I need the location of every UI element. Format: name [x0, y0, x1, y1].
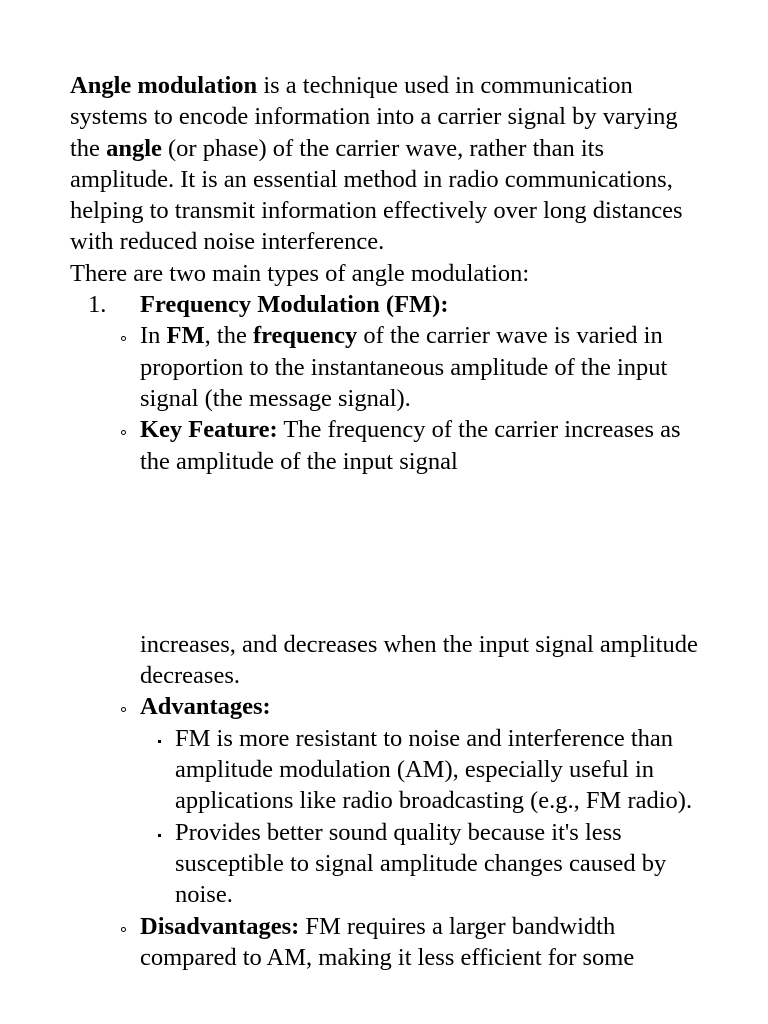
advantages-item: [70, 691, 710, 722]
fm-heading: Frequency Modulation (FM):: [140, 291, 449, 319]
fm-def-pre: In: [140, 322, 167, 350]
square-bullet-icon: [158, 834, 161, 837]
advantage-item: [70, 817, 710, 911]
key-feature-text-part2: increases, and decreases when the input signal amplitude decreases.: [140, 630, 698, 690]
hollow-bullet-icon: [121, 927, 126, 932]
disadvantages-text: FM requires a larger bandwidth compared to AM, making it less efficient for some: [140, 912, 635, 971]
key-feature-continued: [70, 629, 710, 692]
page-break-gap: [70, 477, 710, 629]
angle-modulation-term: Angle modulation: [70, 72, 258, 99]
frequency-word: frequency: [252, 322, 358, 350]
document-body: [70, 70, 710, 973]
advantage-text: Provides better sound quality because it's less susceptible to signal amplitude changes caused by noise.: [175, 818, 667, 909]
fm-word: FM: [166, 322, 205, 350]
angle-term: angle: [106, 134, 162, 162]
hollow-bullet-icon: [121, 430, 126, 435]
fm-definition-item: [70, 320, 710, 414]
hollow-bullet-icon: [121, 336, 126, 341]
intro-text-2: (or phase) of the carrier wave, rather than its amplitude. It is an essential method in radio communications, helping to transmit information effectively over long distances with reduced noise interference.: [70, 134, 683, 256]
advantage-text: FM is more resistant to noise and interference than amplitude modulation (AM), especially useful in applications like radio broadcasting (e.g., FM radio).: [175, 724, 693, 815]
key-feature-text-part1: The frequency of the carrier increases as the amplitude of the input signal: [140, 416, 681, 475]
fm-def-mid: , the: [204, 322, 253, 350]
fm-heading-item: [70, 289, 710, 320]
advantages-label: Advantages:: [140, 693, 271, 721]
key-feature-item: [70, 414, 710, 477]
hollow-bullet-icon: [121, 707, 126, 712]
key-feature-label: Key Feature:: [140, 416, 278, 444]
types-intro: There are two main types of angle modulation:: [70, 259, 530, 287]
advantage-item: [70, 723, 710, 817]
intro-text-1: is a technique used in communication systems to encode information into a carrier signal by varying the: [70, 72, 678, 162]
square-bullet-icon: [158, 740, 161, 743]
disadvantages-label: Disadvantages:: [140, 912, 300, 940]
list-number: 1.: [88, 291, 107, 319]
intro-paragraph: [70, 70, 710, 258]
fm-def-post: of the carrier wave is varied in proportion to the instantaneous amplitude of the input signal (the message signal).: [140, 322, 668, 412]
disadvantages-item: [70, 911, 710, 974]
